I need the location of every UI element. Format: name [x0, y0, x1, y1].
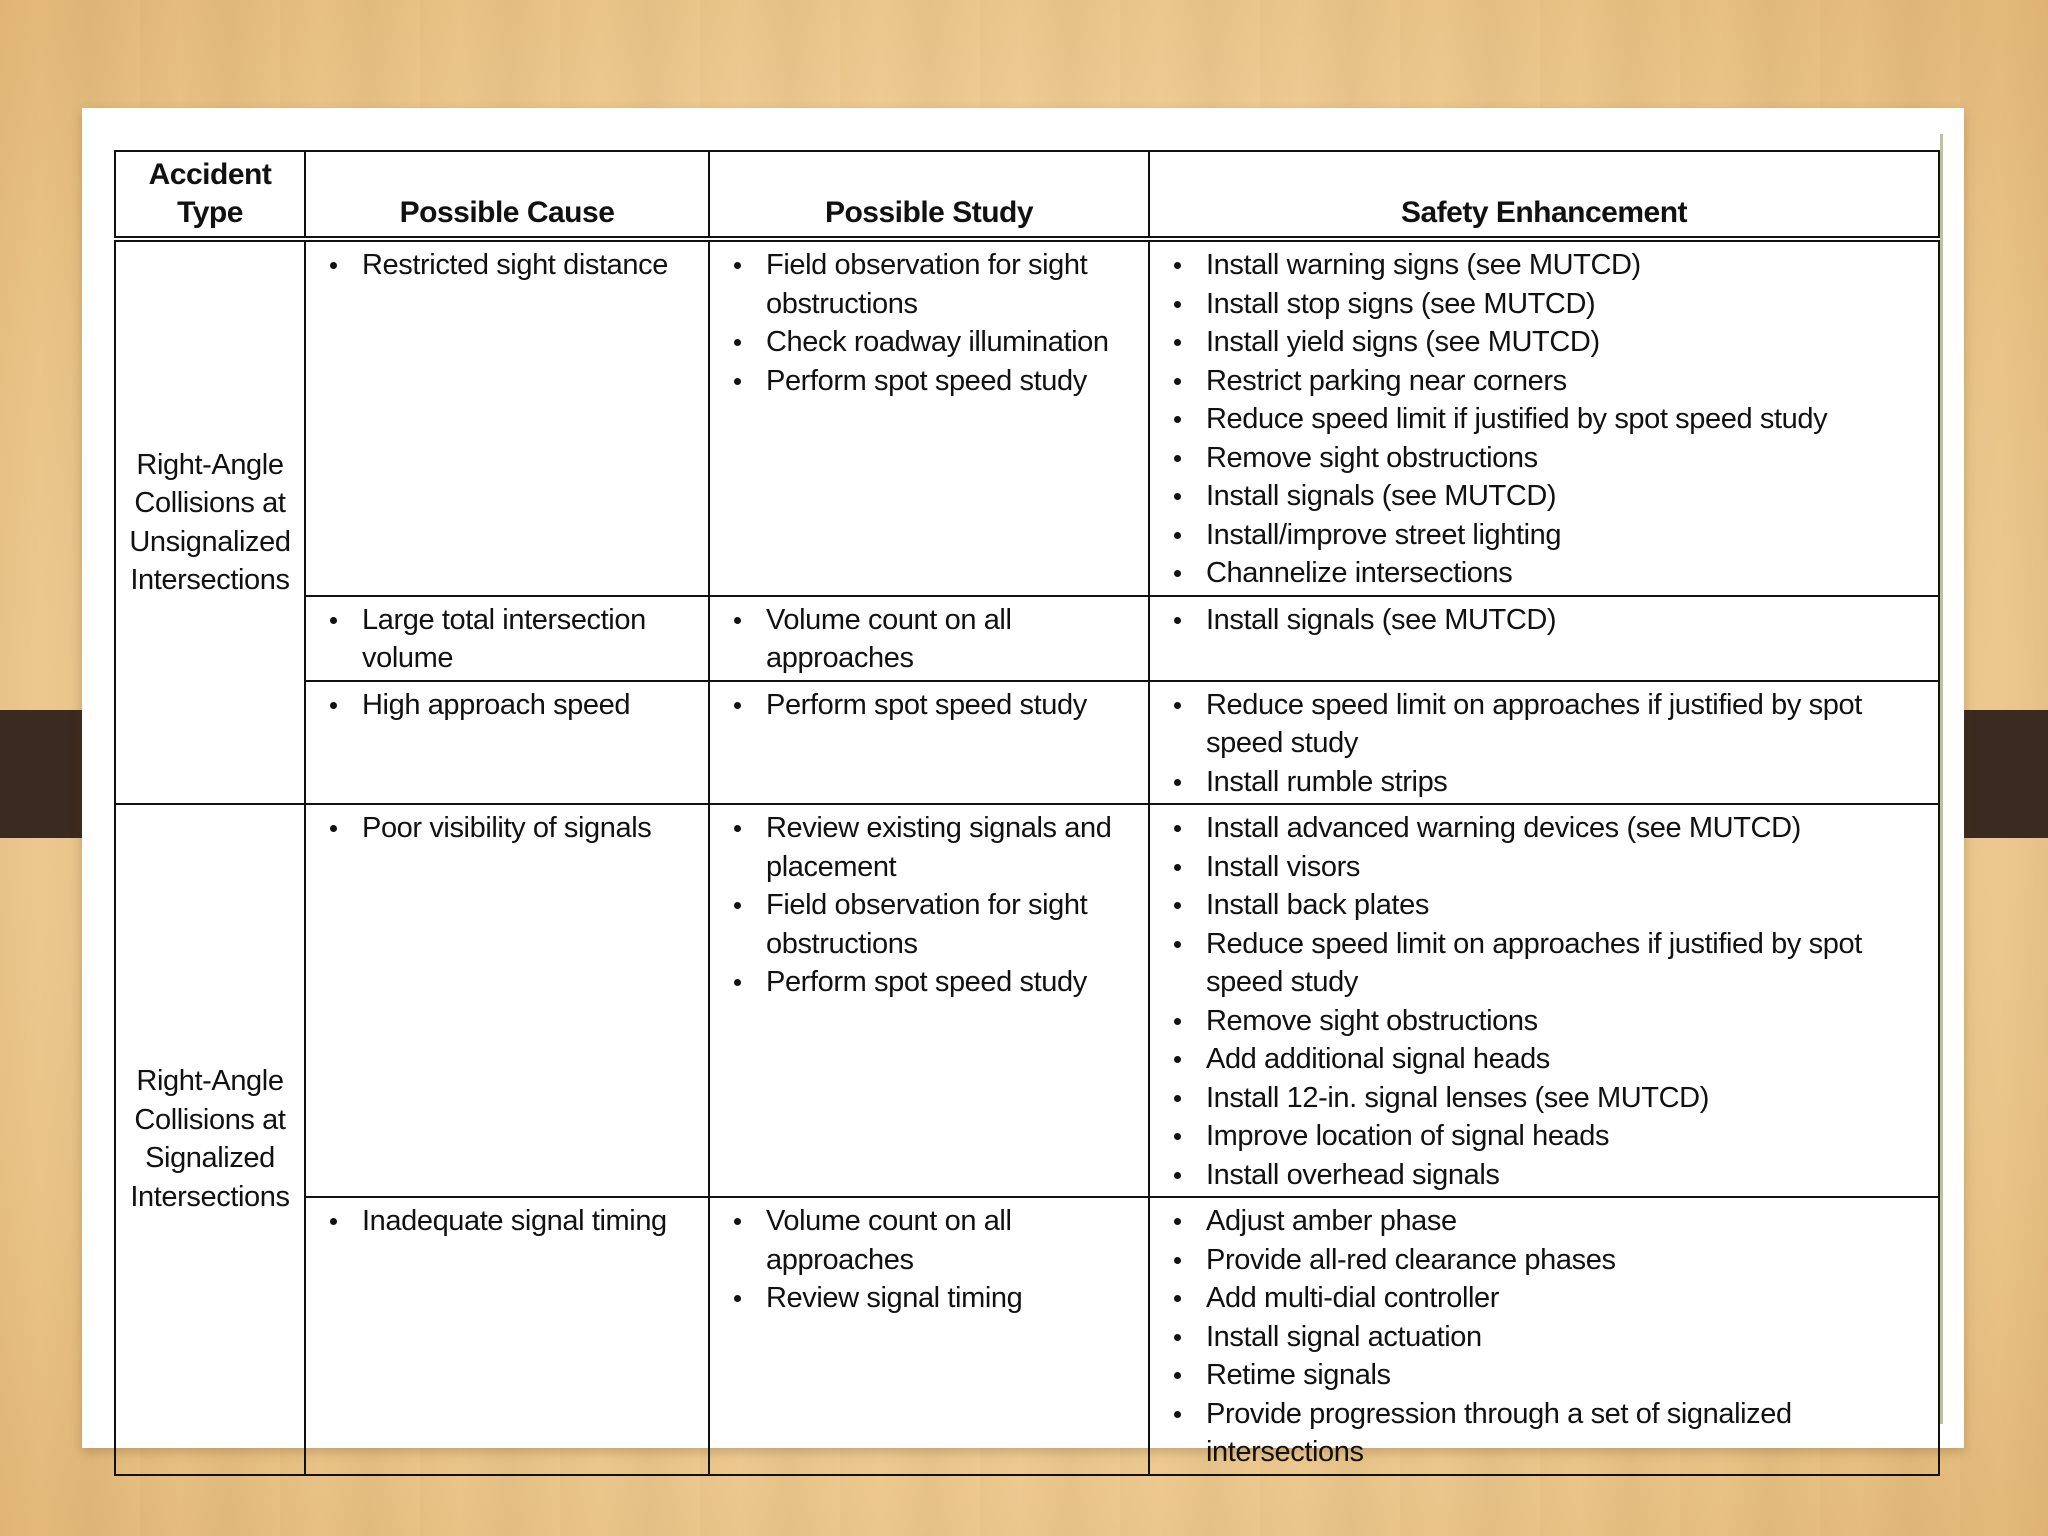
- list-item: Volume count on all approaches: [718, 1202, 1140, 1279]
- header-accident-type: Accident Type: [115, 151, 305, 239]
- list-item: High approach speed: [314, 686, 700, 725]
- study-cell: [709, 239, 1149, 596]
- list-item: Add multi-dial controller: [1158, 1279, 1930, 1318]
- list-item: Perform spot speed study: [718, 362, 1140, 401]
- list-item: Install visors: [1158, 848, 1930, 887]
- list-item: Install back plates: [1158, 886, 1930, 925]
- accident-type-cell: [115, 239, 305, 804]
- list-item: Review signal timing: [718, 1279, 1140, 1318]
- list-item: Install signals (see MUTCD): [1158, 477, 1930, 516]
- table-row: [115, 804, 1939, 1197]
- list-item: Add additional signal heads: [1158, 1040, 1930, 1079]
- accident-type-cell: [115, 804, 305, 1475]
- list-item: Restricted sight distance: [314, 246, 700, 285]
- table-row: [115, 239, 1939, 596]
- list-item: Reduce speed limit on approaches if justified by spot speed study: [1158, 686, 1930, 763]
- list-item: Review existing signals and placement: [718, 809, 1140, 886]
- cause-cell: [305, 1197, 709, 1475]
- list-item: Large total intersection volume: [314, 601, 700, 678]
- study-list: [718, 686, 1140, 725]
- list-item: Retime signals: [1158, 1356, 1930, 1395]
- header-possible-study: Possible Study: [709, 151, 1149, 239]
- study-list: [718, 601, 1140, 678]
- cause-list: [314, 1202, 700, 1241]
- table-row: [115, 1197, 1939, 1475]
- table-body: [115, 239, 1939, 1475]
- enhancement-cell: [1149, 1197, 1939, 1475]
- list-item: Remove sight obstructions: [1158, 439, 1930, 478]
- list-item: Volume count on all approaches: [718, 601, 1140, 678]
- list-item: Install 12-in. signal lenses (see MUTCD): [1158, 1079, 1930, 1118]
- study-cell: [709, 804, 1149, 1197]
- list-item: Reduce speed limit if justified by spot speed study: [1158, 400, 1930, 439]
- accident-type-label: Right-Angle Collisions at Unsignalized Intersections: [129, 448, 291, 596]
- list-item: Improve location of signal heads: [1158, 1117, 1930, 1156]
- list-item: Field observation for sight obstructions: [718, 886, 1140, 963]
- list-item: Remove sight obstructions: [1158, 1002, 1930, 1041]
- study-cell: [709, 1197, 1149, 1475]
- cause-cell: [305, 239, 709, 596]
- cause-list: [314, 246, 700, 285]
- study-list: [718, 246, 1140, 400]
- enhancement-list: [1158, 809, 1930, 1194]
- header-possible-cause: Possible Cause: [305, 151, 709, 239]
- list-item: Provide progression through a set of signalized intersections: [1158, 1395, 1930, 1472]
- enhancement-cell: [1149, 681, 1939, 805]
- enhancement-list: [1158, 601, 1930, 640]
- table-row: [115, 681, 1939, 805]
- enhancement-cell: [1149, 804, 1939, 1197]
- table-row: [115, 596, 1939, 681]
- study-cell: [709, 596, 1149, 681]
- list-item: Reduce speed limit on approaches if justified by spot speed study: [1158, 925, 1930, 1002]
- list-item: Channelize intersections: [1158, 554, 1930, 593]
- list-item: Check roadway illumination: [718, 323, 1140, 362]
- cause-cell: [305, 681, 709, 805]
- list-item: Provide all-red clearance phases: [1158, 1241, 1930, 1280]
- cause-list: [314, 601, 700, 678]
- study-list: [718, 1202, 1140, 1318]
- cause-cell: [305, 804, 709, 1197]
- cause-list: [314, 686, 700, 725]
- list-item: Install overhead signals: [1158, 1156, 1930, 1195]
- list-item: Install stop signs (see MUTCD): [1158, 285, 1930, 324]
- list-item: Perform spot speed study: [718, 963, 1140, 1002]
- enhancement-list: [1158, 686, 1930, 802]
- table-header-row: [115, 151, 1939, 239]
- list-item: Install yield signs (see MUTCD): [1158, 323, 1930, 362]
- list-item: Install signal actuation: [1158, 1318, 1930, 1357]
- list-item: Install rumble strips: [1158, 763, 1930, 802]
- list-item: Install advanced warning devices (see MUTCD): [1158, 809, 1930, 848]
- study-cell: [709, 681, 1149, 805]
- enhancement-list: [1158, 1202, 1930, 1472]
- list-item: Adjust amber phase: [1158, 1202, 1930, 1241]
- list-item: Field observation for sight obstructions: [718, 246, 1140, 323]
- enhancement-list: [1158, 246, 1930, 593]
- enhancement-cell: [1149, 239, 1939, 596]
- list-item: Perform spot speed study: [718, 686, 1140, 725]
- accident-type-label: Right-Angle Collisions at Signalized Intersections: [130, 1065, 290, 1213]
- list-item: Poor visibility of signals: [314, 809, 700, 848]
- list-item: Restrict parking near corners: [1158, 362, 1930, 401]
- study-list: [718, 809, 1140, 1002]
- list-item: Install warning signs (see MUTCD): [1158, 246, 1930, 285]
- safety-enhancement-table: [114, 150, 1940, 1476]
- list-item: Inadequate signal timing: [314, 1202, 700, 1241]
- panel-edge-line: [1940, 134, 1943, 1424]
- list-item: Install signals (see MUTCD): [1158, 601, 1930, 640]
- enhancement-cell: [1149, 596, 1939, 681]
- cause-cell: [305, 596, 709, 681]
- list-item: Install/improve street lighting: [1158, 516, 1930, 555]
- header-safety-enhancement: Safety Enhancement: [1149, 151, 1939, 239]
- cause-list: [314, 809, 700, 848]
